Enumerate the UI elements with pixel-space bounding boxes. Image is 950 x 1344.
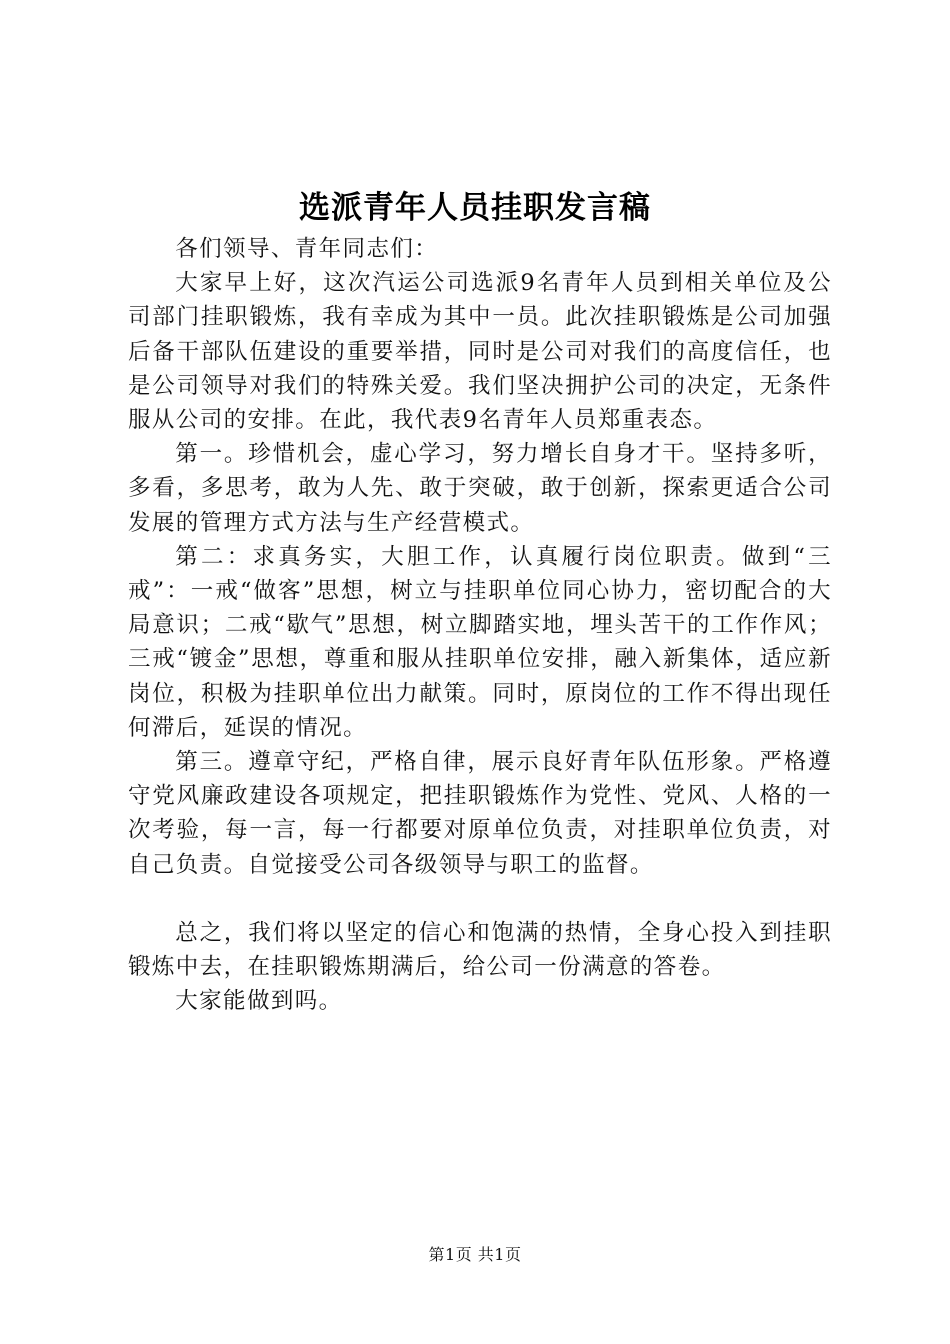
page-footer: 第1页 共1页	[428, 1245, 522, 1264]
paragraph-spacer	[128, 882, 832, 916]
document-body	[128, 232, 832, 1019]
paragraph-second-point: 第二：求真务实，大胆工作，认真履行岗位职责。做到“三戒”：一戒“做客”思想，树立与挂职单位同心协力，密切配合的大局意识；二戒“歇气”思想，树立脚踏实地，埋头苦干的工作作风；三戒“镀金”思想，尊重和服从挂职单位安排，融入新集体，适应新岗位，积极为挂职单位出力献策。同时，原岗位的工作不得出现任何滞后，延误的情况。	[128, 543, 832, 741]
paragraph-conclusion: 总之，我们将以坚定的信心和饱满的热情，全身心投入到挂职锻炼中去，在挂职锻炼期满后，给公司一份满意的答卷。	[128, 920, 832, 981]
paragraph-third-point: 第三。遵章守纪，严格自律，展示良好青年队伍形象。严格遵守党风廉政建设各项规定，把挂职锻炼作为党性、党风、人格的一次考验，每一言，每一行都要对原单位负责，对挂职单位负责，对自己负责。自觉接受公司各级领导与职工的监督。	[128, 749, 832, 878]
document-title: 选派青年人员挂职发言稿	[299, 190, 651, 226]
paragraph-closing-question: 大家能做到吗。	[175, 988, 343, 1015]
greeting-line: 各们领导、青年同志们：	[175, 236, 439, 262]
paragraph-opening: 大家早上好，这次汽运公司选派9名青年人员到相关单位及公司部门挂职锻炼，我有幸成为其中一员。此次挂职锻炼是公司加强后备干部队伍建设的重要举措，同时是公司对我们的高度信任，也是公司领导对我们的特殊关爱。我们坚决拥护公司的决定，无条件服从公司的安排。在此，我代表9名青年人员郑重表态。	[128, 270, 832, 434]
paragraph-first-point: 第一。珍惜机会，虚心学习，努力增长自身才干。坚持多听，多看，多思考，敢为人先、敢于突破，敢于创新，探索更适合公司发展的管理方式方法与生产经营模式。	[128, 441, 832, 536]
